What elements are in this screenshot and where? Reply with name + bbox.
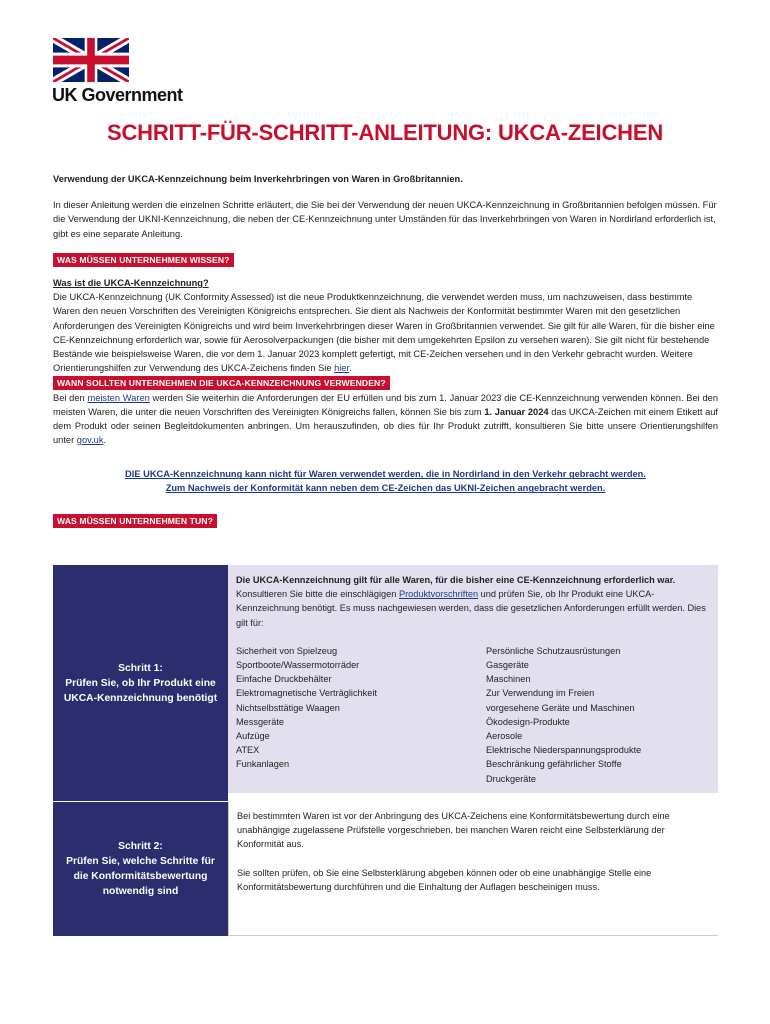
link-hier[interactable]: hier [334, 363, 350, 374]
subheading-what-is-ukca: Was ist die UKCA-Kennzeichnung? [53, 278, 209, 289]
list-item: Druckgeräte [486, 773, 537, 784]
list-item: Persönliche Schutzausrüstungen [486, 645, 621, 656]
list-item: ATEX [236, 745, 260, 756]
list-item: Elektromagnetische Verträglichkeit [236, 688, 377, 699]
step1-intro: Die UKCA-Kennzeichnung gilt für alle Waren, für die bisher eine CE-Kennzeichnung erforderlich war. Konsultieren Sie bitte die einschlägigen Produktvorschriften und prüfen Sie, ob Ihr Produkt eine UKCA-Kennzeichnung benötigt. Es muss nachgewiesen werden, dass die gesetzlichen Anforderungen erfüllt werden. Dies gilt für: [236, 575, 706, 628]
list-item: Elektrische Niederspannungsprodukte [486, 745, 642, 756]
step1-content [228, 565, 718, 793]
section-tag-when: WANN SOLLTEN UNTERNEHMEN DIE UKCA-KENNZEICHNUNG VERWENDEN? [53, 376, 390, 390]
list-item: Ökodesign-Produkte [486, 716, 570, 727]
list-item: Aerosole [486, 731, 523, 742]
section1-paragraph: Die UKCA-Kennzeichnung (UK Conformity Assessed) ist die neue Produktkennzeichnung, die verwendet werden muss, um nachzuweisen, dass bestimmte Waren den neuen Vorschriften des Vereinigten Königreichs entsprechen. Sie dient als Nachweis der Konformität bestimmter Waren mit den gesetzlichen Anforderungen des Vereinigten Königreichs und wird beim Inverkehrbringen dieser Waren in Großbritannien verwendet. Sie gilt für alle Waren, für die bisher eine CE-Kennzeichnung erforderlich war, sowie für Aerosolverpackungen (die bisher mit dem umgekehrten Epsilon zu versehen waren). Sie gilt nicht für bestehende Bestände wie beispielsweise Waren, die vor dem 1. Januar 2023 komplett gefertigt, mit CE-Zeichen versehen und in den Verkehr gebracht wurden. Weitere Orientierungshilfen zur Verwendung des UKCA-Zeichens finden Sie hier. [53, 292, 715, 374]
list-item: Sportboote/Wassermotorräder [236, 660, 360, 671]
link-gov-uk[interactable]: gov.uk [76, 435, 104, 446]
list-item: Messgeräte [236, 716, 285, 727]
step2-content [228, 801, 718, 936]
step2-row [53, 801, 718, 936]
link-produktvorschriften[interactable]: Produktvorschriften [398, 589, 479, 600]
list-item: Zur Verwendung im Freien [486, 688, 595, 699]
lead-paragraph: Verwendung der UKCA-Kennzeichnung beim Inverkehrbringen von Waren in Großbritannien. [53, 174, 463, 184]
intro-paragraph: In dieser Anleitung werden die einzelnen Schritte erläutert, die Sie bei der Verwendung der neuen UKCA-Kennzeichnung in Großbritannien befolgen müssen. Für die Verwendung der UKNI-Kennzeichnung, die neben der CE-Kennzeichnung unter Umständen für das Inverkehrbringen von Waren in Nordirland erforderlich ist, gibt es eine separate Anleitung. [53, 200, 717, 239]
step1-label: Schritt 1: Prüfen Sie, ob Ihr Produkt eine UKCA-Kennzeichnung benötigt [53, 565, 228, 801]
steps-table [53, 565, 718, 936]
page-title: SCHRITT-FÜR-SCHRITT-ANLEITUNG: UKCA-ZEICHEN [106, 120, 664, 145]
notice-ukni: Zum Nachweis der Konformität kann neben dem CE-Zeichen das UKNI-Zeichen angebracht werden. [165, 483, 606, 494]
list-item: Gasgeräte [486, 660, 529, 671]
list-item: vorgesehene Geräte und Maschinen [486, 702, 635, 713]
step2-paragraph-2: Sie sollten prüfen, ob Sie eine Selbsterklärung abgeben können oder ob eine unabhängige Stelle eine Konformitätsbewertung durchführen und die Einhaltung der Auflagen bescheinigen muss. [237, 867, 652, 892]
list-item: Aufzüge [236, 731, 270, 742]
union-jack-icon [53, 38, 129, 82]
list-item: Funkanlagen [236, 759, 290, 770]
step1-row [53, 565, 718, 801]
section2-paragraph: Bei den meisten Waren werden Sie weiterhin die Anforderungen der EU erfüllen und bis zum 1. Januar 2023 die CE-Kennzeichnung verwenden können. Bei den meisten Waren, die unter die neuen Vorschriften des Vereinigten Königreichs fallen, können Sie bis zum 1. Januar 2024 das UKCA-Zeichen mit einem Etikett auf dem Produkt oder seinen Begleitdokumenten anbringen. Um herauszufinden, ob dies für Ihr Produkt zutrifft, konsultieren Sie bitte unsere Orientierungshilfen unter gov.uk. [53, 392, 718, 446]
list-item: Nichtselbsttätige Waagen [236, 702, 340, 713]
step2-label: Schritt 2: Prüfen Sie, welche Schritte für die Konformitätsbewertung notwendig sind [53, 801, 228, 936]
list-item: Maschinen [486, 674, 531, 685]
uk-government-logo [52, 38, 212, 106]
notice-northern-ireland: DIE UKCA-Kennzeichnung kann nicht für Waren verwendet werden, die in Nordirland in den Verkehr gebracht werden. [125, 469, 646, 480]
product-list-b [486, 644, 641, 786]
step2-paragraph-1: Bei bestimmten Waren ist vor der Anbringung des UKCA-Zeichens eine Konformitätsbewertung durch eine unabhängige zugelassene Prüfstelle vorgeschrieben, bei manchen Waren reicht eine Selbsterklärung der Konformität aus. [237, 811, 670, 850]
link-meisten-waren[interactable]: meisten Waren [87, 392, 150, 403]
section-tag-know: WAS MÜSSEN UNTERNEHMEN WISSEN? [53, 253, 234, 267]
list-item: Beschränkung gefährlicher Stoffe [486, 759, 622, 770]
section-tag-do: WAS MÜSSEN UNTERNEHMEN TUN? [53, 514, 217, 528]
document-body [53, 172, 718, 529]
product-list-a [236, 644, 486, 786]
logo-text: UK Government [52, 85, 183, 105]
list-item: Sicherheit von Spielzeug [236, 645, 338, 656]
list-item: Einfache Druckbehälter [236, 674, 332, 685]
